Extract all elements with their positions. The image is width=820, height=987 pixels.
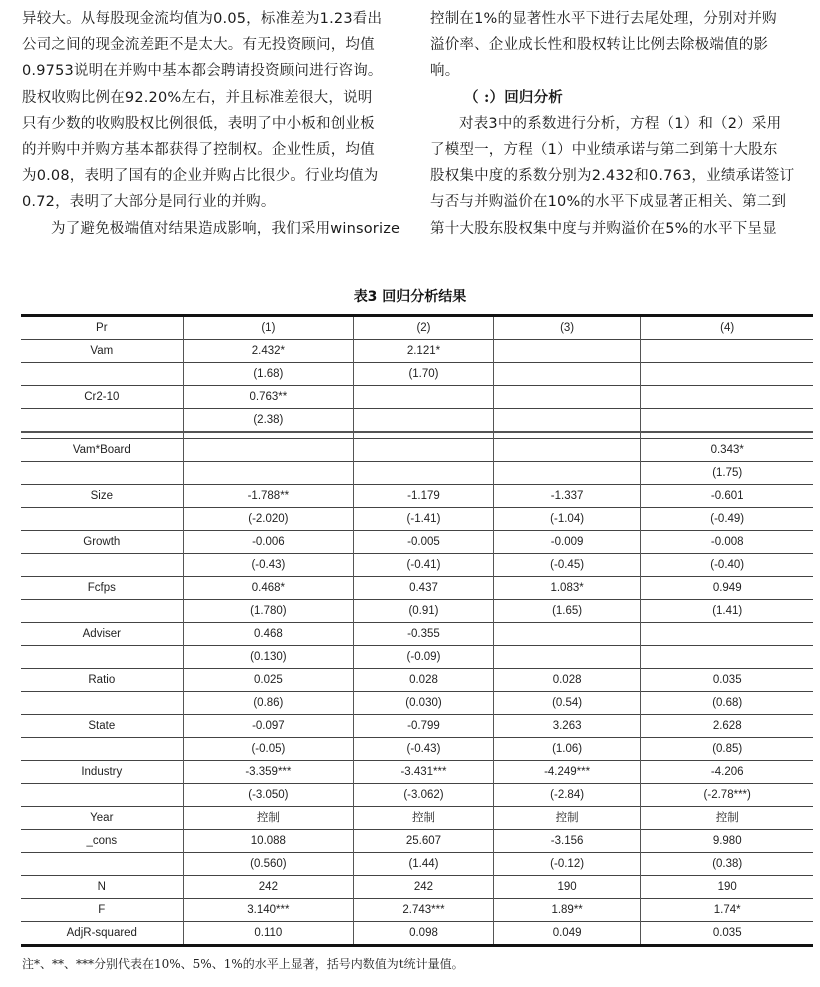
value-cell: 3.263 <box>493 715 641 738</box>
value-cell: (-3.050) <box>183 784 354 807</box>
value-cell: 0.028 <box>493 669 641 692</box>
table-row <box>21 807 813 830</box>
row-label-cell: F <box>21 899 183 922</box>
value-cell: (0.560) <box>183 853 354 876</box>
value-cell: 0.028 <box>354 669 494 692</box>
value-cell <box>493 646 641 669</box>
value-cell: (-1.41) <box>354 508 494 531</box>
paragraph-line: 第十大股东股权集中度与并购溢价在5%的水平下呈显 <box>430 220 777 237</box>
value-cell: (3) <box>493 316 641 340</box>
value-cell: -0.097 <box>183 715 354 738</box>
value-cell: 2.432* <box>183 340 354 363</box>
value-cell: 1.083* <box>493 577 641 600</box>
value-cell: 2.743*** <box>354 899 494 922</box>
row-label-cell: Vam*Board <box>21 439 183 462</box>
value-cell <box>493 340 641 363</box>
value-cell: 0.468* <box>183 577 354 600</box>
left-text-column <box>22 6 400 242</box>
value-cell: (-0.40) <box>641 554 813 577</box>
value-cell: -0.006 <box>183 531 354 554</box>
value-cell: (1.06) <box>493 738 641 761</box>
value-cell: 242 <box>183 876 354 899</box>
paragraph-line: 股权集中度的系数分别为2.432和0.763，业绩承诺签订 <box>430 168 795 185</box>
value-cell <box>493 439 641 462</box>
value-cell: (0.86) <box>183 692 354 715</box>
table-row <box>21 462 813 485</box>
section-heading: （ :）回归分析 <box>464 88 564 106</box>
table-row <box>21 386 813 409</box>
table-title: 表3 回归分析结果 <box>353 289 467 305</box>
value-cell <box>354 409 494 433</box>
table-row <box>21 531 813 554</box>
value-cell: -0.601 <box>641 485 813 508</box>
regression-table <box>21 314 813 947</box>
value-cell: 控制 <box>641 807 813 830</box>
row-label-cell <box>21 692 183 715</box>
value-cell: (2.38) <box>183 409 354 433</box>
table-row <box>21 439 813 462</box>
value-cell: (0.85) <box>641 738 813 761</box>
value-cell: 10.088 <box>183 830 354 853</box>
value-cell: -3.359*** <box>183 761 354 784</box>
table-row <box>21 761 813 784</box>
row-label-cell: Growth <box>21 531 183 554</box>
value-cell: (-2.84) <box>493 784 641 807</box>
paragraph-line: 只有少数的收购股权比例很低，表明了中小板和创业板 <box>22 115 375 132</box>
paragraph-line: 与否与并购溢价在10%的水平下成显著正相关、第二到 <box>430 194 787 211</box>
value-cell: (1.75) <box>641 462 813 485</box>
value-cell: 控制 <box>493 807 641 830</box>
row-label-cell: AdjR-squared <box>21 922 183 946</box>
value-cell: (-0.12) <box>493 853 641 876</box>
row-label-cell <box>21 853 183 876</box>
value-cell: (1.68) <box>183 363 354 386</box>
row-label-cell: Adviser <box>21 623 183 646</box>
value-cell: -0.008 <box>641 531 813 554</box>
value-cell: (-0.09) <box>354 646 494 669</box>
table-row <box>21 738 813 761</box>
value-cell: 3.140*** <box>183 899 354 922</box>
row-label-cell <box>21 409 183 433</box>
row-label-cell: State <box>21 715 183 738</box>
value-cell: 190 <box>493 876 641 899</box>
value-cell: 9.980 <box>641 830 813 853</box>
value-cell: -0.009 <box>493 531 641 554</box>
value-cell <box>641 363 813 386</box>
value-cell: (1) <box>183 316 354 340</box>
row-label-cell: Industry <box>21 761 183 784</box>
paragraph-line: 0.9753说明在并购中基本都会聘请投资顾问进行咨询。 <box>22 63 383 80</box>
value-cell <box>493 363 641 386</box>
table-row <box>21 669 813 692</box>
row-label-cell <box>21 738 183 761</box>
paragraph-line: 溢价率、企业成长性和股权转让比例去除极端值的影 <box>430 37 769 54</box>
table-row <box>21 876 813 899</box>
row-label-cell: Ratio <box>21 669 183 692</box>
value-cell: (-2.78***) <box>641 784 813 807</box>
value-cell: (1.41) <box>641 600 813 623</box>
value-cell <box>183 439 354 462</box>
paragraph-line: 公司之间的现金流差距不是太大。有无投资顾问，均值 <box>22 37 375 54</box>
value-cell <box>354 439 494 462</box>
table-row <box>21 784 813 807</box>
row-label-cell: Pr <box>21 316 183 340</box>
value-cell: -0.355 <box>354 623 494 646</box>
value-cell <box>493 409 641 433</box>
value-cell: 0.468 <box>183 623 354 646</box>
value-cell: (2) <box>354 316 494 340</box>
row-label-cell <box>21 600 183 623</box>
paragraph-line: 了模型一，方程（1）中业绩承诺与第二到第十大股东 <box>430 141 778 158</box>
value-cell: -1.788** <box>183 485 354 508</box>
paragraph-line: 异较大。从每股现金流均值为0.05，标准差为1.23看出 <box>22 11 383 27</box>
value-cell: (1.70) <box>354 363 494 386</box>
paragraph-line: 控制在1%的显著性水平下进行去尾处理，分别对并购 <box>430 11 777 27</box>
value-cell: 1.74* <box>641 899 813 922</box>
value-cell: 2.628 <box>641 715 813 738</box>
value-cell: (0.54) <box>493 692 641 715</box>
table-row <box>21 853 813 876</box>
value-cell <box>641 646 813 669</box>
value-cell: (-0.05) <box>183 738 354 761</box>
value-cell: 0.025 <box>183 669 354 692</box>
value-cell: -1.337 <box>493 485 641 508</box>
value-cell <box>354 386 494 409</box>
table-row <box>21 577 813 600</box>
value-cell: -3.156 <box>493 830 641 853</box>
table-row <box>21 340 813 363</box>
value-cell: -4.206 <box>641 761 813 784</box>
table-note: 注*、**、***分别代表在10%、5%、1%的水平上显著，括号内数值为t统计量值。 <box>22 957 464 971</box>
row-label-cell <box>21 462 183 485</box>
value-cell: (-3.062) <box>354 784 494 807</box>
value-cell: (-2.020) <box>183 508 354 531</box>
value-cell: 242 <box>354 876 494 899</box>
row-label-cell: Cr2-10 <box>21 386 183 409</box>
value-cell: (0.030) <box>354 692 494 715</box>
row-label-cell <box>21 784 183 807</box>
row-label-cell <box>21 646 183 669</box>
table-row <box>21 508 813 531</box>
value-cell <box>493 623 641 646</box>
row-label-cell: Vam <box>21 340 183 363</box>
value-cell: 0.763** <box>183 386 354 409</box>
value-cell: 0.035 <box>641 922 813 946</box>
value-cell: 0.110 <box>183 922 354 946</box>
paragraph-line: 为了避免极端值对结果造成影响，我们采用winsorize <box>51 220 400 237</box>
value-cell: 1.89** <box>493 899 641 922</box>
value-cell: (0.130) <box>183 646 354 669</box>
value-cell: (1.44) <box>354 853 494 876</box>
table-header-row <box>21 316 813 340</box>
value-cell: (-0.45) <box>493 554 641 577</box>
value-cell: (0.38) <box>641 853 813 876</box>
value-cell: -1.179 <box>354 485 494 508</box>
value-cell: (4) <box>641 316 813 340</box>
table-row <box>21 554 813 577</box>
row-label-cell: N <box>21 876 183 899</box>
value-cell: 2.121* <box>354 340 494 363</box>
paragraph-line: 的并购中并购方基本都获得了控制权。企业性质，均值 <box>22 141 375 158</box>
table-row <box>21 623 813 646</box>
table-row <box>21 646 813 669</box>
value-cell <box>641 386 813 409</box>
value-cell <box>183 462 354 485</box>
table-row <box>21 409 813 433</box>
row-label-cell <box>21 363 183 386</box>
row-label-cell <box>21 508 183 531</box>
value-cell: 0.949 <box>641 577 813 600</box>
value-cell <box>641 409 813 433</box>
paragraph-line: 对表3中的系数进行分析，方程（1）和（2）采用 <box>459 115 782 132</box>
paragraph-line: 0.72，表明了大部分是同行业的并购。 <box>22 194 276 211</box>
value-cell: (-0.43) <box>354 738 494 761</box>
table-row <box>21 922 813 946</box>
row-label-cell: Fcfps <box>21 577 183 600</box>
value-cell: (-0.43) <box>183 554 354 577</box>
table-row <box>21 715 813 738</box>
table-row <box>21 600 813 623</box>
value-cell <box>493 462 641 485</box>
value-cell: 0.343* <box>641 439 813 462</box>
value-cell: -4.249*** <box>493 761 641 784</box>
value-cell: 0.437 <box>354 577 494 600</box>
value-cell: 25.607 <box>354 830 494 853</box>
value-cell: (-1.04) <box>493 508 641 531</box>
table-row <box>21 485 813 508</box>
paragraph-line: 为0.08，表明了国有的企业并购占比很少。行业均值为 <box>22 168 379 185</box>
table-row <box>21 363 813 386</box>
value-cell: (1.65) <box>493 600 641 623</box>
value-cell <box>641 623 813 646</box>
row-label-cell: _cons <box>21 830 183 853</box>
value-cell: -3.431*** <box>354 761 494 784</box>
value-cell: (-0.41) <box>354 554 494 577</box>
row-label-cell: Year <box>21 807 183 830</box>
value-cell: 0.035 <box>641 669 813 692</box>
value-cell: -0.005 <box>354 531 494 554</box>
value-cell: (0.68) <box>641 692 813 715</box>
value-cell: 0.098 <box>354 922 494 946</box>
paragraph-line: 响。 <box>430 63 460 80</box>
paragraph-line: 股权收购比例在92.20%左右，并且标准差很大，说明 <box>22 89 373 106</box>
value-cell: (-0.49) <box>641 508 813 531</box>
value-cell: -0.799 <box>354 715 494 738</box>
value-cell: 190 <box>641 876 813 899</box>
value-cell: 控制 <box>354 807 494 830</box>
value-cell: (1.780) <box>183 600 354 623</box>
value-cell: 0.049 <box>493 922 641 946</box>
table-row <box>21 899 813 922</box>
right-text-column <box>430 6 808 242</box>
value-cell <box>354 462 494 485</box>
table-row <box>21 692 813 715</box>
row-label-cell <box>21 554 183 577</box>
table-row <box>21 830 813 853</box>
value-cell <box>493 386 641 409</box>
row-label-cell: Size <box>21 485 183 508</box>
value-cell: 控制 <box>183 807 354 830</box>
value-cell: (0.91) <box>354 600 494 623</box>
value-cell <box>641 340 813 363</box>
